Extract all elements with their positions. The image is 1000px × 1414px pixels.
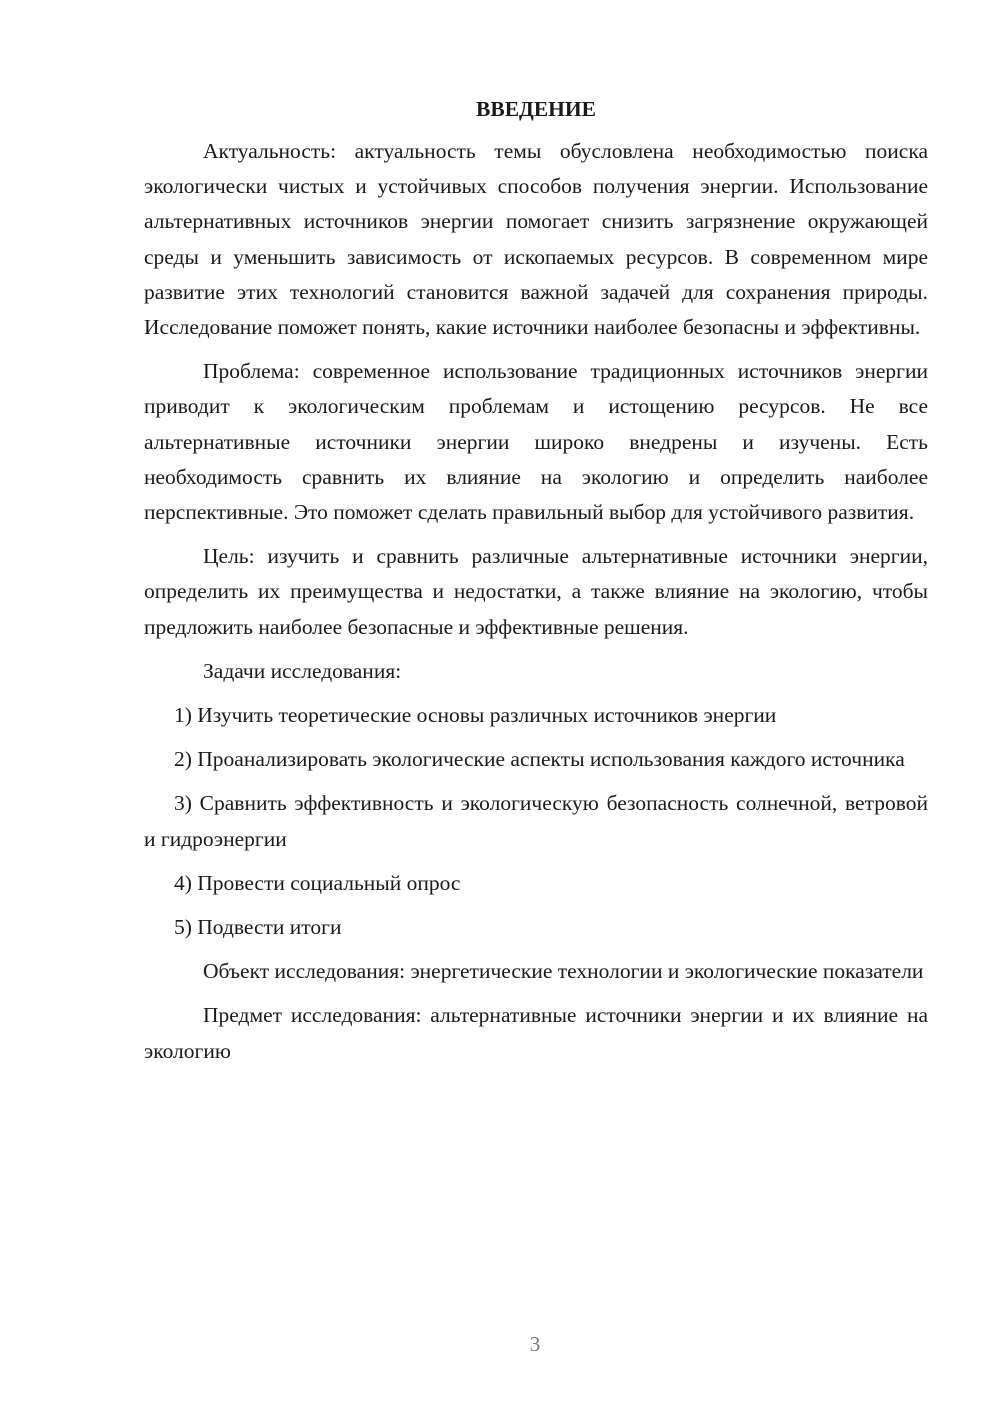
section-title: ВВЕДЕНИЕ [476, 97, 596, 121]
page-number: 3 [529, 1332, 541, 1356]
tasks-heading: Задачи исследования: [203, 658, 402, 683]
task-item: 1) Изучить теоретические основы различных источников энергии [174, 703, 777, 728]
task-item: 2) Проанализировать экологические аспекты использования каждого источника [174, 747, 905, 772]
relevance-paragraph: Актуальность: актуальность темы обусловлена необходимостью поиска экологически чистых и устойчивых способов получения энергии. Использование альтернативных источников энергии помогает снизить загрязнение окружающей среды и уменьшить зависимость от ископаемых ресурсов. В современном мире развитие этих технологий становится важной задачей для сохранения природы. Исследование поможет понять, какие источники наиболее безопасны и эффективны. [144, 139, 928, 340]
problem-paragraph: Проблема: современное использование традиционных источников энергии приводит к экологическим проблемам и истощению ресурсов. Не все альтернативные источники энергии широко внедрены и изучены. Есть необходимость сравнить их влияние на экологию и определить наиболее перспективные. Это поможет сделать правильный выбор для устойчивого развития. [144, 359, 928, 525]
goal-paragraph: Цель: изучить и сравнить различные альтернативные источники энергии, определить их преимущества и недостатки, а также влияние на экологию, чтобы предложить наиболее безопасные и эффективные решения. [144, 544, 928, 639]
subject-paragraph: Предмет исследования: альтернативные источники энергии и их влияние на экологию [144, 1003, 928, 1063]
task-item: 4) Провести социальный опрос [174, 870, 461, 895]
object-paragraph: Объект исследования: энергетические технологии и экологические показатели [203, 959, 924, 984]
task-item: 3) Сравнить эффективность и экологическую безопасность солнечной, ветровой и гидроэнергии [144, 791, 928, 851]
document-page [144, 92, 928, 1078]
task-item: 5) Подвести итоги [174, 915, 342, 940]
